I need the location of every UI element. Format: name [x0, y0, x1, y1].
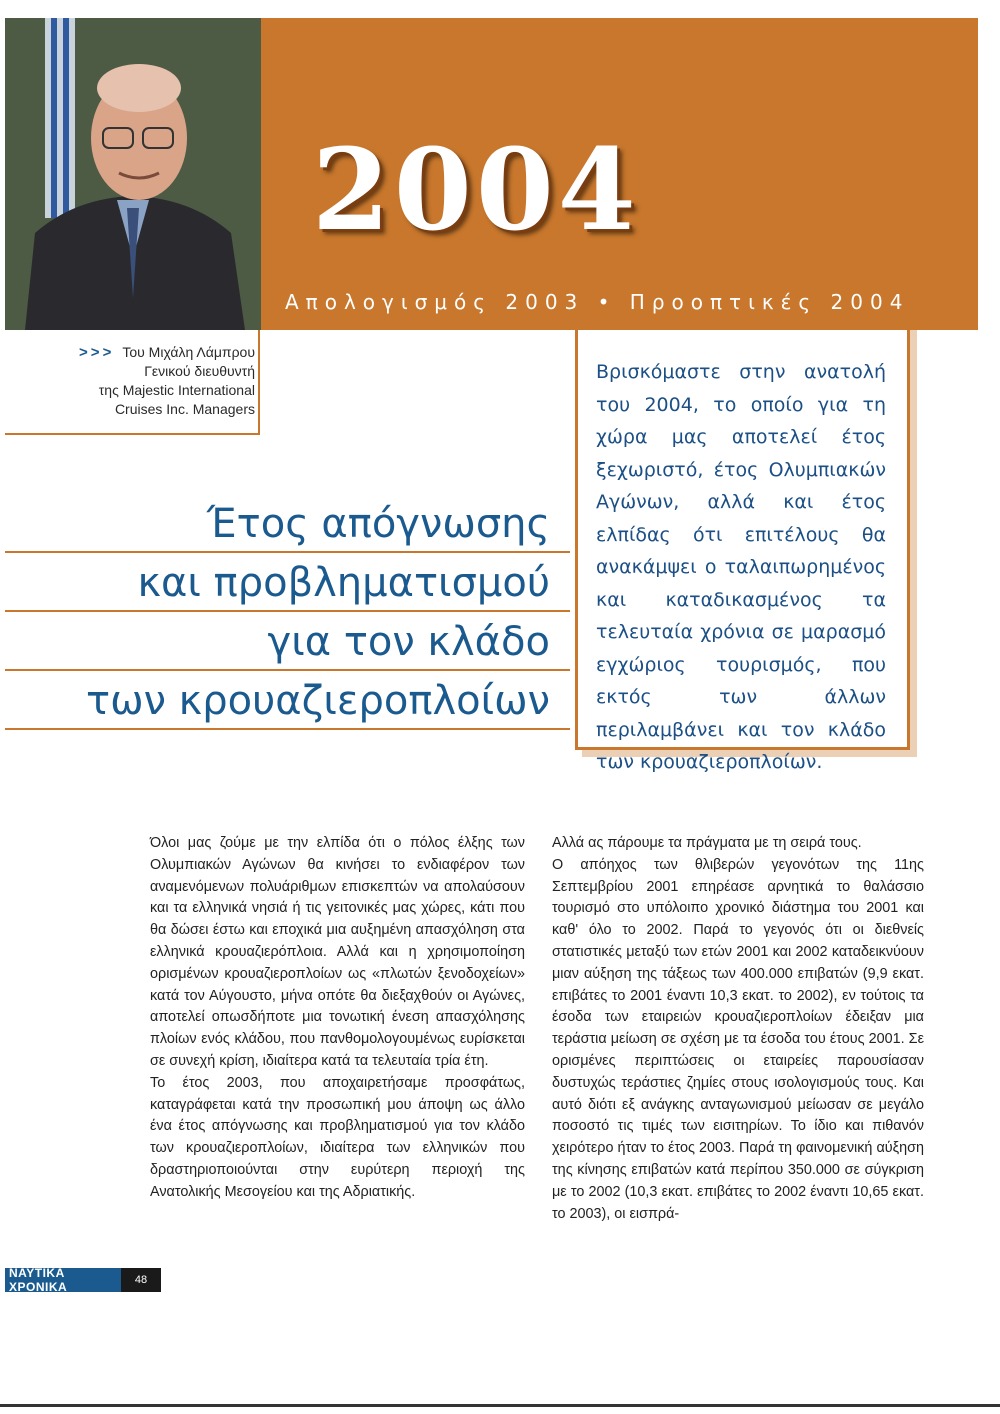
body-column-left — [150, 833, 525, 1204]
bottom-rule — [0, 1404, 1000, 1407]
page-number: 48 — [121, 1268, 161, 1292]
arrows-icon: >>> — [79, 344, 115, 361]
byline-company-2: Cruises Inc. Managers — [114, 401, 255, 417]
headline-line: των κρουαζιεροπλοίων — [86, 678, 550, 724]
byline-company: της Majestic International — [98, 382, 255, 398]
portrait-photo-icon — [5, 18, 261, 330]
paragraph: Αλλά ας πάρουμε τα πράγματα με τη σειρά τους. — [552, 835, 862, 851]
byline-role: Γενικού διευθυντή — [144, 363, 255, 379]
byline — [60, 343, 255, 419]
body-column-right — [552, 833, 924, 1225]
byline-author: Του Μιχάλη Λάμπρου — [122, 344, 255, 360]
page-footer — [5, 1268, 161, 1292]
author-photo — [5, 18, 261, 330]
headline-line: για τον κλάδο — [267, 619, 550, 665]
headline-line: Έτος απόγνωσης — [206, 501, 550, 547]
article-headline — [5, 495, 550, 731]
pullquote: Βρισκόμαστε στην ανατολή του 2004, το οποίο για τη χώρα μας αποτελεί έτος ξεχωριστό, έτος Ολυμπιακών Αγώνων, αλλά και έτος ελπίδας ότι επιτέλους θα ανακάμψει ο ταλαιπωρημένος και καταδικασμένος τα τελευταία χρόνια σε μαρασμό εγχώριος τουρισμός, που εκτός των άλλων περιλαμβάνει και τον κλάδο των κρουαζιεροπλοίων. — [596, 361, 886, 773]
headline-line: και προβληματισμού — [137, 560, 550, 606]
paragraph: Ο απόηχος των θλιβερών γεγονότων της 11ης Σεπτεμβρίου 2001 επηρέασε αρνητικά το θαλάσσιο τουρισμό στο υπόλοιπο χρονικό διάστημα του 2001 και καθ' όλο το 2002. Παρά το γεγονός ότι οι διεθνείς στατιστικές μεταξύ των ετών 2001 και 2002 καταδεικνύουν μιαν αύξηση της τάξεως των 400.000 επιβατών (9,9 εκατ. επιβάτες το 2001 έναντι 10,3 εκατ. το 2002), εν τούτοις τα έσοδα των εταιρειών κρουαζιεροπλοίων έδειξαν μια τεράστια μείωση σε σχέση με τα έσοδα του έτους 2001. Σε ορισμένες περιπτώσεις οι εταιρείες παρουσίασαν δυστυχώς τεράστιες ζημίες στους ισολογισμούς τους. Και αυτό διότι εξ ανάγκης ανταγωνισμού μείωσαν σε μεγάλο ποσοστό τις τιμές των εισιτηρίων. Το ίδιο και πιθανόν χειρότερο ήταν το έτος 2003. Παρά τη φαινομενική αύξηση της κίνησης επιβατών κατά περίπου 350.000 σε σύγκριση με το 2002 (10,3 εκατ. επιβάτες το 2002 έναντι 10,65 εκατ. το 2003), οι εισπρά- — [552, 856, 924, 1222]
magazine-name: ΝΑΥΤΙΚΑ ΧΡΟΝΙΚΑ — [5, 1268, 121, 1292]
paragraph: Όλοι μας ζούμε με την ελπίδα ότι ο πόλος έλξης των Ολυμπιακών Αγώνων θα κινήσει το ενδιαφέρον των αναμενόμενων πολυάριθμων επισκεπτών να απολαύσουν και τα ελληνικά νησιά ή τις γειτονικές μας χώρες, κάτι που θα δώσει έστω και εποχικά μια αυξημένη απασχόληση στα ελληνικά κρουαζιερόπλοια. Αλλά και η χρησιμοποίηση ορισμένων κρουαζιεροπλοίων ως «πλωτών ξενοδοχείων» κατά τον Αύγουστο, μήνα οπότε θα διεξαχθούν οι Αγώνες, αποτελεί οπωσδήποτε μια τονωτική ένεση απασχόλησης πλοίων ενός κλάδου, που πανθομολογουμένως ευρίσκεται σε συνεχή κρίση, ιδιαίτερα κατά τα τελευταία τρία έτη. — [150, 835, 525, 1069]
paragraph: Το έτος 2003, που αποχαιρετήσαμε προσφάτως, καταγράφεται κατά την προσωπική μου άποψη ως άλλο ένα έτος απόγνωσης και προβληματισμού για τον κλάδο των κρουαζιεροπλοίων, ιδιαίτερα των ελληνικών που δραστηριοποιούνται στην ευρύτερη περιοχή της Ανατολικής Μεσογείου και της Αδριατικής. — [150, 1074, 525, 1200]
page-title-year: 2004 — [312, 125, 640, 256]
header-subtitle: Απολογισμός 2003 • Προοπτικές 2004 — [285, 290, 910, 314]
